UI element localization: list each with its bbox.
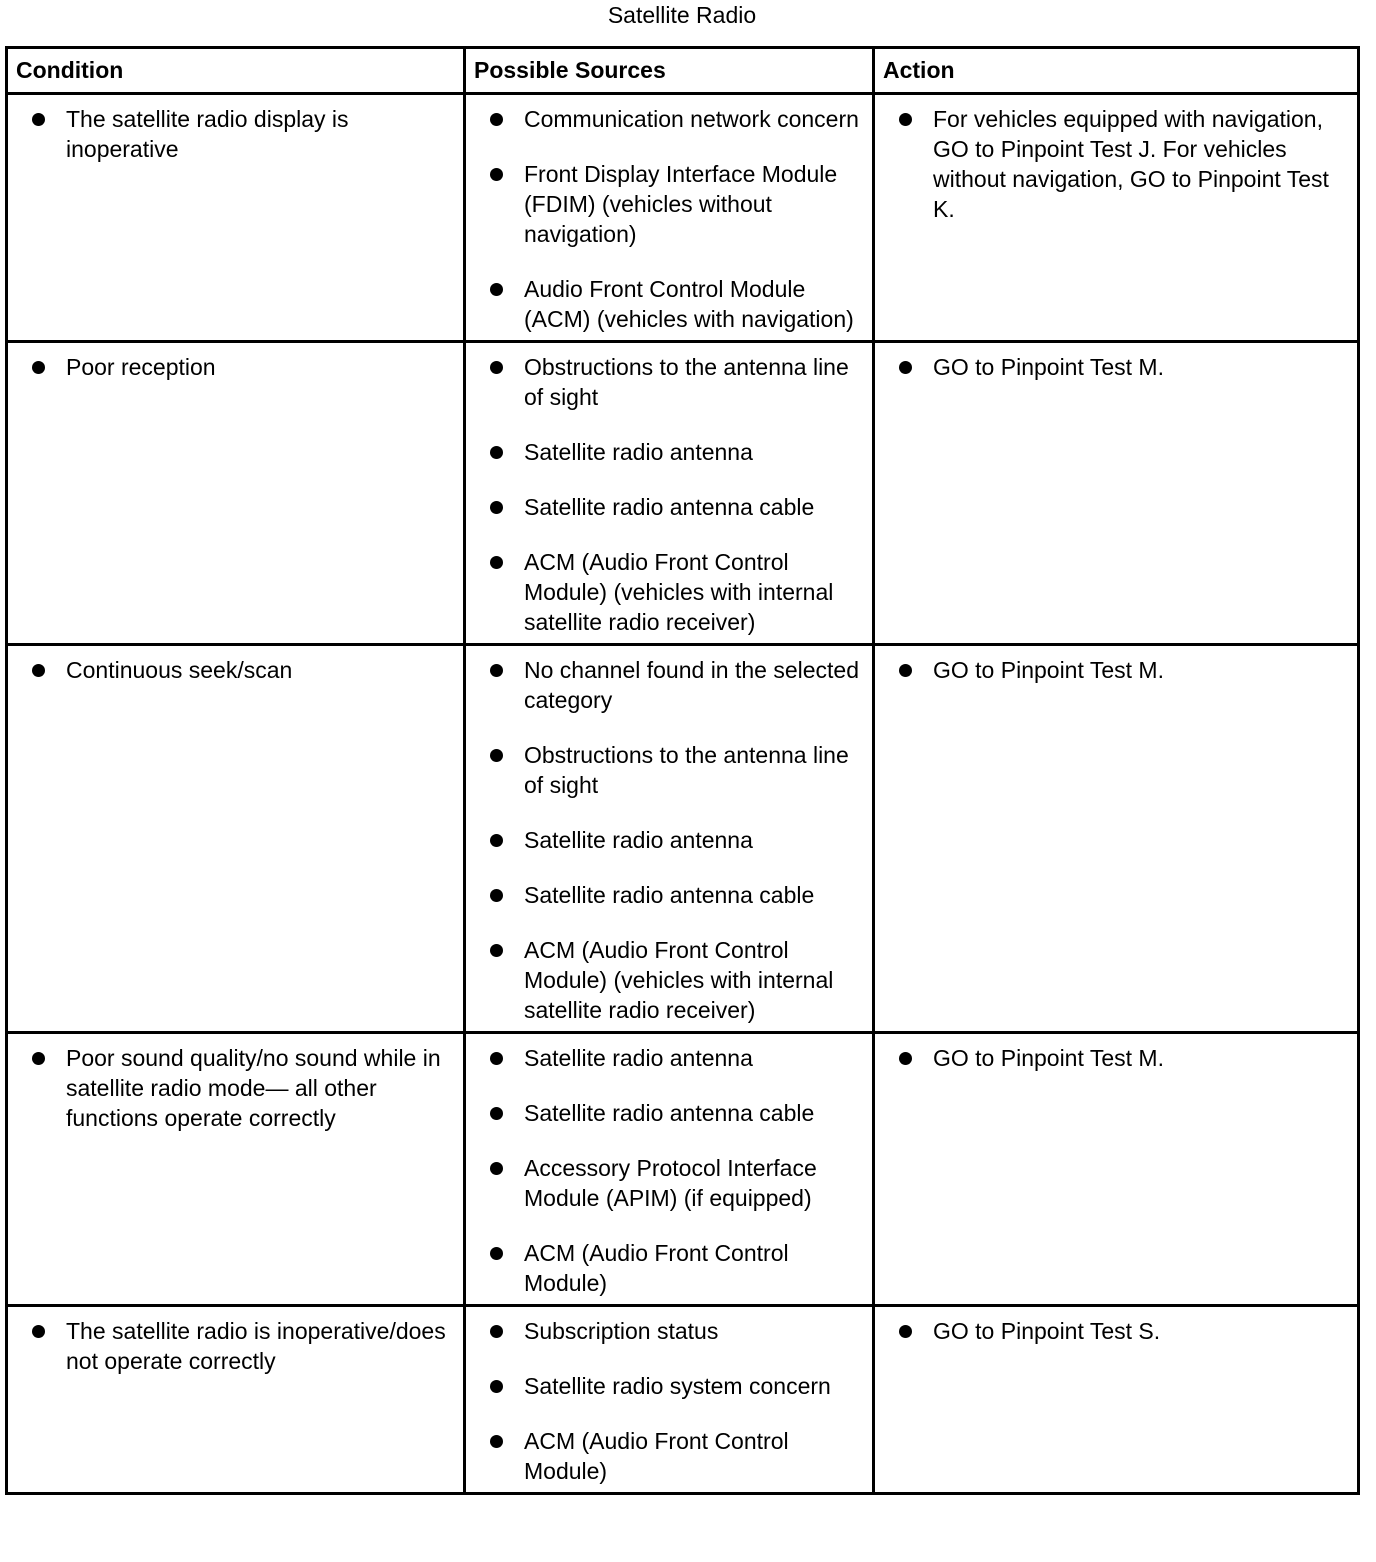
source-text: ACM (Audio Front Control Module) (vehicles with internal satellite radio receiver) bbox=[524, 937, 834, 1023]
list-item bbox=[474, 1153, 864, 1213]
action-text: GO to Pinpoint Test M. bbox=[933, 354, 1164, 380]
list-item bbox=[883, 1043, 1349, 1073]
source-text: ACM (Audio Front Control Module) bbox=[524, 1428, 789, 1484]
source-text: ACM (Audio Front Control Module) (vehicles with internal satellite radio receiver) bbox=[524, 549, 834, 635]
list-item bbox=[16, 1043, 455, 1133]
bullet-icon bbox=[899, 664, 912, 677]
list-item bbox=[474, 825, 864, 855]
table-row bbox=[7, 645, 1359, 1033]
source-text: No channel found in the selected category bbox=[524, 657, 860, 713]
source-text: Communication network concern bbox=[524, 106, 859, 132]
list-item bbox=[883, 352, 1349, 382]
bullet-icon bbox=[490, 1247, 503, 1260]
list-item bbox=[474, 740, 864, 800]
bullet-icon bbox=[32, 113, 45, 126]
bullet-icon bbox=[32, 664, 45, 677]
source-text: Satellite radio antenna bbox=[524, 1045, 753, 1071]
condition-cell bbox=[7, 342, 465, 645]
bullet-icon bbox=[32, 361, 45, 374]
bullet-icon bbox=[899, 361, 912, 374]
list-item bbox=[474, 655, 864, 715]
sources-cell bbox=[465, 94, 874, 342]
condition-text: Poor reception bbox=[66, 354, 216, 380]
condition-text: Continuous seek/scan bbox=[66, 657, 293, 683]
source-text: Satellite radio antenna bbox=[524, 439, 753, 465]
list-item bbox=[474, 1043, 864, 1073]
header-action: Action bbox=[874, 48, 1359, 94]
source-text: Satellite radio system concern bbox=[524, 1373, 831, 1399]
bullet-icon bbox=[490, 168, 503, 181]
source-text: Subscription status bbox=[524, 1318, 719, 1344]
header-row bbox=[7, 48, 1359, 94]
bullet-icon bbox=[490, 1325, 503, 1338]
source-text: Audio Front Control Module (ACM) (vehicles with navigation) bbox=[524, 276, 854, 332]
list-item bbox=[474, 547, 864, 637]
header-possible-sources: Possible Sources bbox=[465, 48, 874, 94]
source-text: Satellite radio antenna cable bbox=[524, 882, 815, 908]
action-cell bbox=[874, 94, 1359, 342]
condition-cell bbox=[7, 645, 465, 1033]
list-item bbox=[16, 655, 455, 685]
bullet-icon bbox=[32, 1052, 45, 1065]
condition-cell bbox=[7, 1306, 465, 1494]
bullet-icon bbox=[490, 834, 503, 847]
action-cell bbox=[874, 1033, 1359, 1306]
bullet-icon bbox=[490, 446, 503, 459]
source-text: ACM (Audio Front Control Module) bbox=[524, 1240, 789, 1296]
list-item bbox=[474, 1371, 864, 1401]
source-text: Satellite radio antenna cable bbox=[524, 1100, 815, 1126]
sources-cell bbox=[465, 342, 874, 645]
list-item bbox=[474, 492, 864, 522]
list-item bbox=[474, 352, 864, 412]
action-text: GO to Pinpoint Test S. bbox=[933, 1318, 1161, 1344]
list-item bbox=[16, 352, 455, 382]
bullet-icon bbox=[899, 1052, 912, 1065]
table-row bbox=[7, 94, 1359, 342]
action-cell bbox=[874, 342, 1359, 645]
table-row bbox=[7, 342, 1359, 645]
action-text: GO to Pinpoint Test M. bbox=[933, 1045, 1164, 1071]
list-item bbox=[474, 1316, 864, 1346]
source-text: Obstructions to the antenna line of sight bbox=[524, 742, 849, 798]
bullet-icon bbox=[899, 1325, 912, 1338]
bullet-icon bbox=[490, 944, 503, 957]
bullet-icon bbox=[490, 501, 503, 514]
bullet-icon bbox=[490, 113, 503, 126]
bullet-icon bbox=[490, 283, 503, 296]
table-row bbox=[7, 1033, 1359, 1306]
source-text: Front Display Interface Module (FDIM) (vehicles without navigation) bbox=[524, 161, 838, 247]
list-item bbox=[883, 1316, 1349, 1346]
list-item bbox=[883, 104, 1349, 224]
table-row bbox=[7, 1306, 1359, 1494]
action-cell bbox=[874, 1306, 1359, 1494]
bullet-icon bbox=[490, 556, 503, 569]
action-cell bbox=[874, 645, 1359, 1033]
source-text: Accessory Protocol Interface Module (APIM) (if equipped) bbox=[524, 1155, 817, 1211]
list-item bbox=[474, 274, 864, 334]
sources-cell bbox=[465, 1033, 874, 1306]
condition-text: Poor sound quality/no sound while in satellite radio mode— all other functions operate correctly bbox=[66, 1045, 441, 1131]
source-text: Obstructions to the antenna line of sight bbox=[524, 354, 849, 410]
bullet-icon bbox=[490, 1380, 503, 1393]
bullet-icon bbox=[899, 113, 912, 126]
list-item bbox=[474, 880, 864, 910]
sources-cell bbox=[465, 645, 874, 1033]
bullet-icon bbox=[490, 664, 503, 677]
source-text: Satellite radio antenna cable bbox=[524, 494, 815, 520]
list-item bbox=[474, 104, 864, 134]
list-item bbox=[474, 935, 864, 1025]
list-item bbox=[16, 104, 455, 164]
bullet-icon bbox=[490, 1107, 503, 1120]
list-item bbox=[474, 1098, 864, 1128]
list-item bbox=[474, 159, 864, 249]
condition-text: The satellite radio display is inoperative bbox=[66, 106, 349, 162]
list-item bbox=[474, 437, 864, 467]
bullet-icon bbox=[32, 1325, 45, 1338]
bullet-icon bbox=[490, 749, 503, 762]
table-title: Satellite Radio bbox=[607, 2, 757, 28]
list-item bbox=[16, 1316, 455, 1376]
bullet-icon bbox=[490, 1435, 503, 1448]
bullet-icon bbox=[490, 1052, 503, 1065]
header-condition: Condition bbox=[7, 48, 465, 94]
bullet-icon bbox=[490, 889, 503, 902]
list-item bbox=[883, 655, 1349, 685]
sources-cell bbox=[465, 1306, 874, 1494]
bullet-icon bbox=[490, 361, 503, 374]
list-item bbox=[474, 1238, 864, 1298]
condition-text: The satellite radio is inoperative/does not operate correctly bbox=[66, 1318, 446, 1374]
list-item bbox=[474, 1426, 864, 1486]
symptom-chart-table bbox=[5, 46, 1360, 1495]
condition-cell bbox=[7, 94, 465, 342]
action-text: For vehicles equipped with navigation, GO to Pinpoint Test J. For vehicles without navigation, GO to Pinpoint Test K. bbox=[933, 106, 1329, 222]
bullet-icon bbox=[490, 1162, 503, 1175]
condition-cell bbox=[7, 1033, 465, 1306]
source-text: Satellite radio antenna bbox=[524, 827, 753, 853]
action-text: GO to Pinpoint Test M. bbox=[933, 657, 1164, 683]
